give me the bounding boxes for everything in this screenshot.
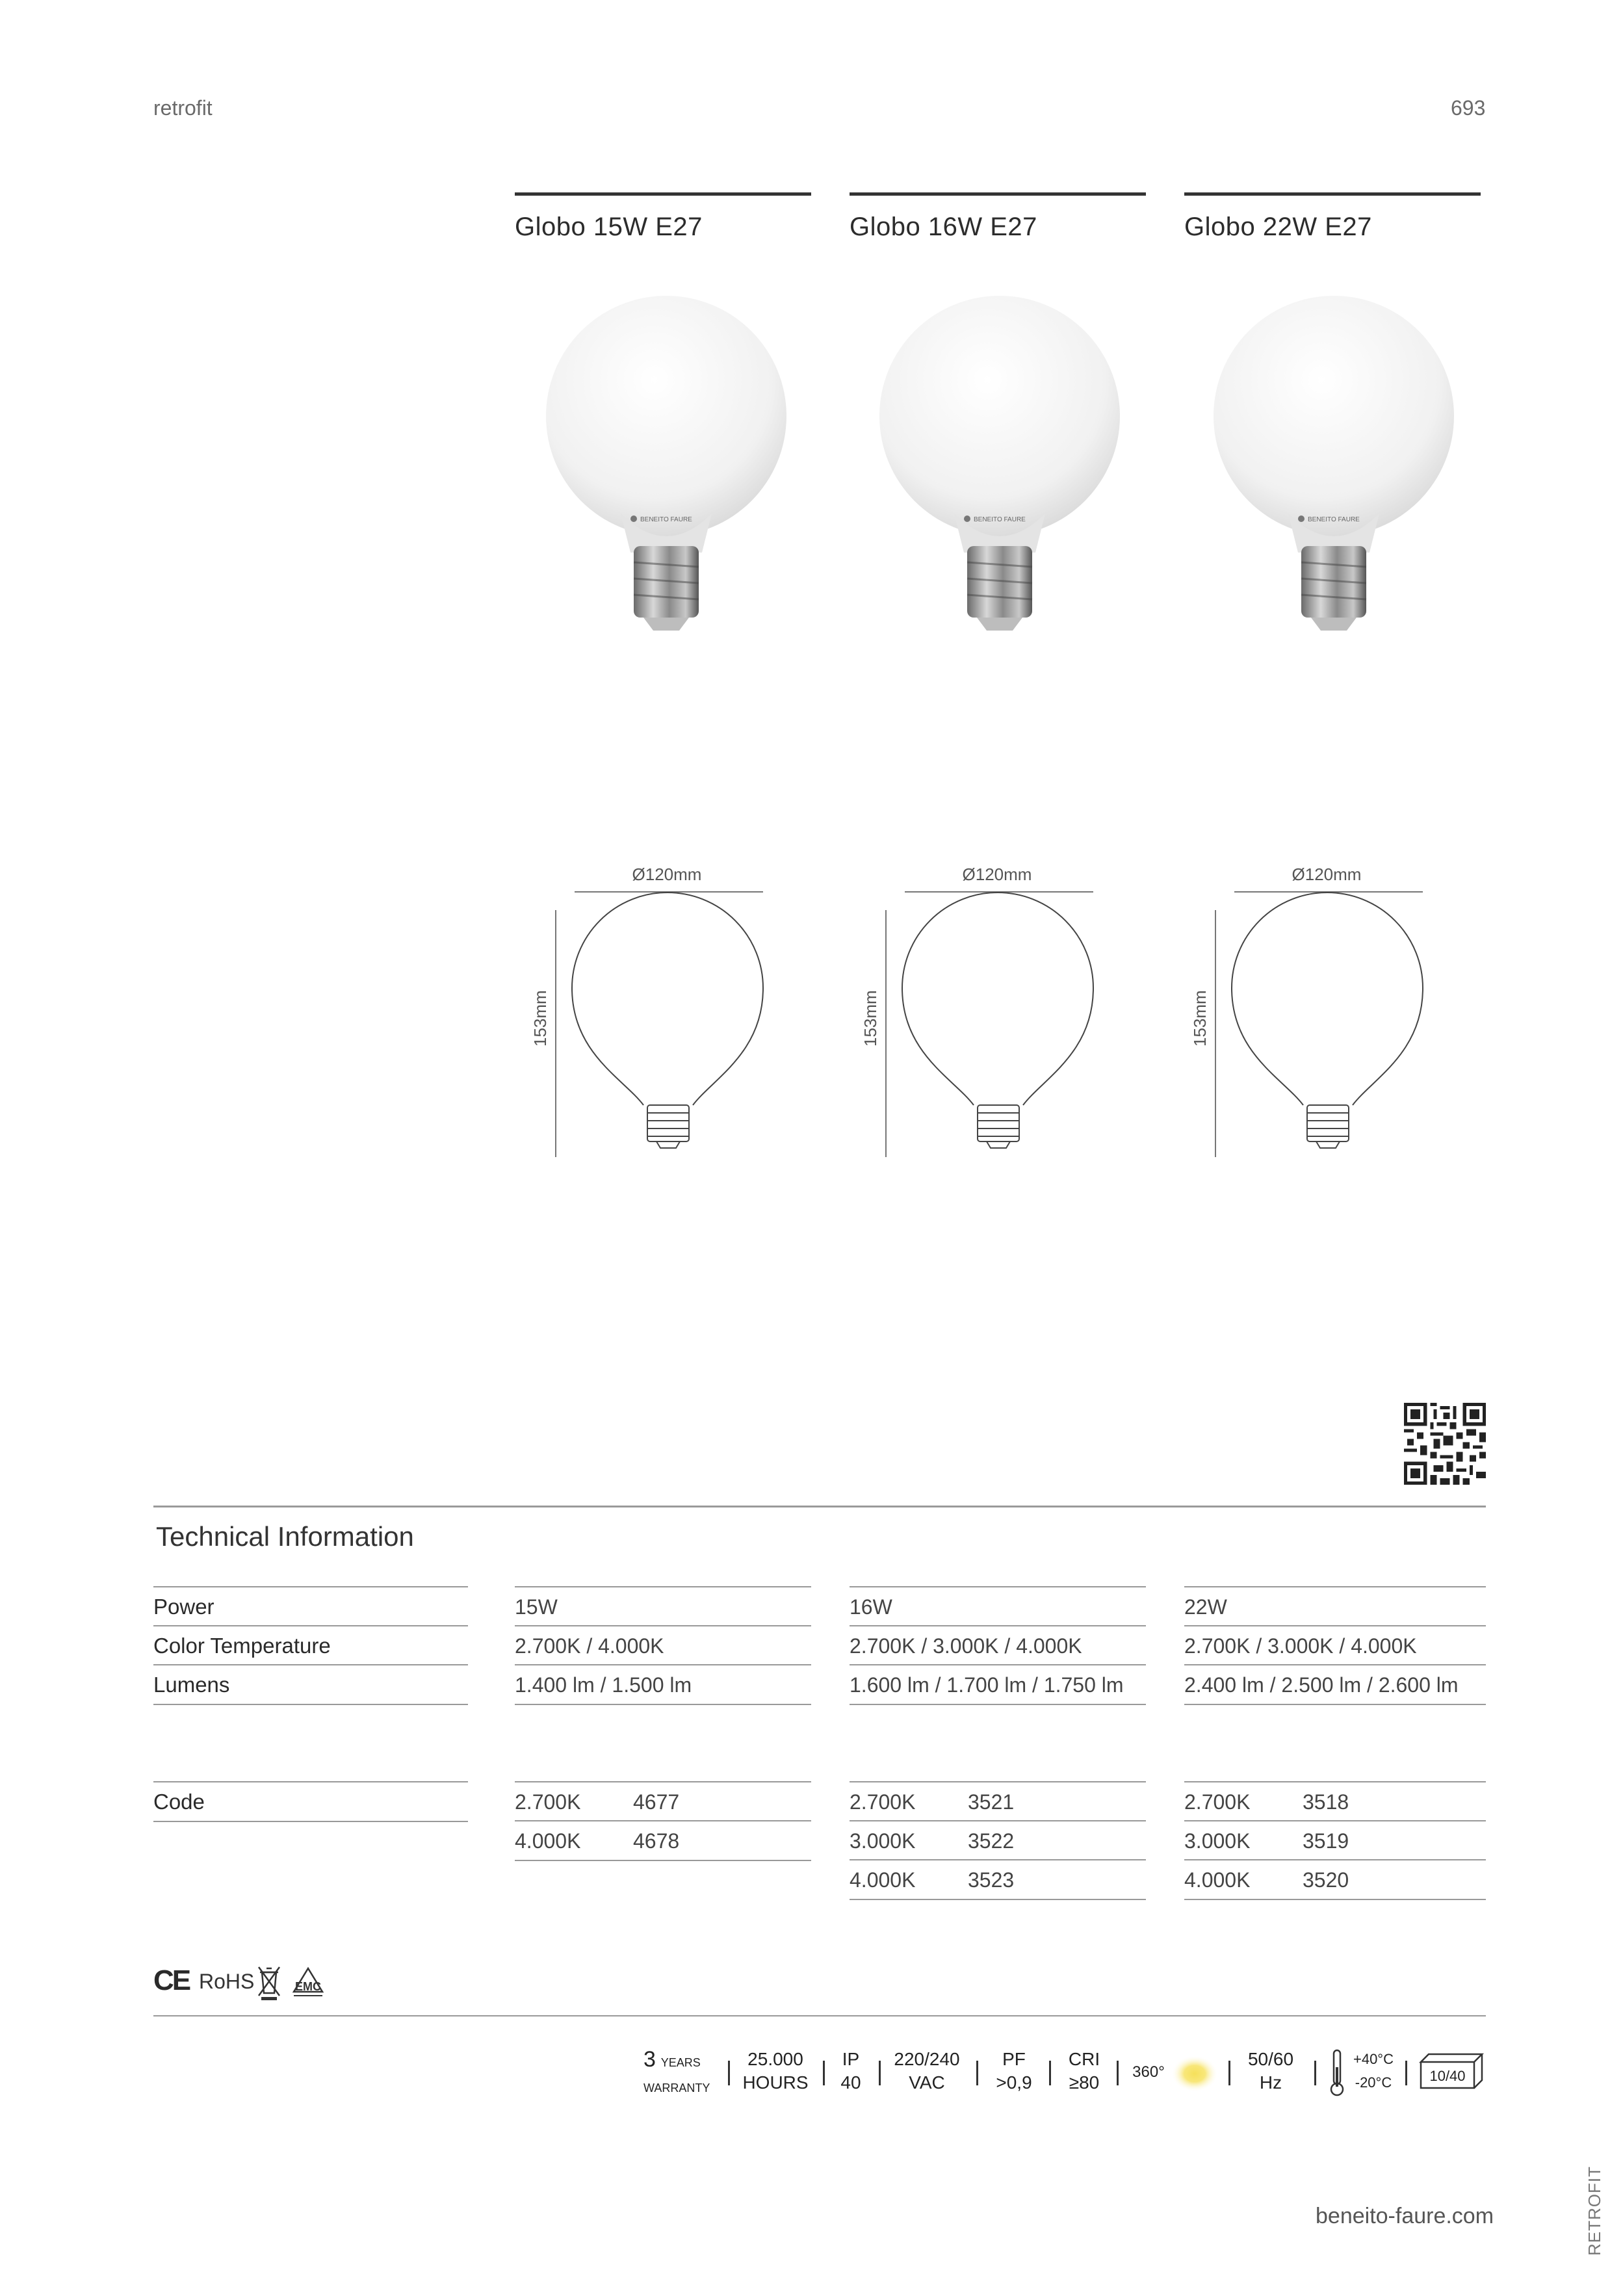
section-title: Technical Information xyxy=(156,1521,414,1552)
power-value: 15W xyxy=(515,1586,811,1626)
lumens-value: 1.600 lm / 1.700 lm / 1.750 lm xyxy=(850,1664,1146,1705)
code-number: 4678 xyxy=(633,1829,680,1853)
brand-label: BENEITO FAURE xyxy=(974,516,1026,523)
spec-separator xyxy=(823,2061,825,2085)
diameter-label: Ø120mm xyxy=(962,865,1032,884)
spec-separator xyxy=(1228,2061,1230,2085)
code-number: 3522 xyxy=(968,1829,1015,1853)
ip-value: 40 xyxy=(840,2072,861,2093)
code-temp: 3.000K xyxy=(850,1829,916,1853)
code-number: 3520 xyxy=(1303,1868,1349,1892)
warranty-years: YEARS xyxy=(660,2056,701,2069)
cri-label: CRI xyxy=(1068,2049,1100,2069)
spec-separator xyxy=(1314,2061,1316,2085)
box-quantity: 10/40 xyxy=(1429,2068,1466,2084)
spec-separator xyxy=(1405,2061,1407,2085)
power-value: 22W xyxy=(1184,1586,1486,1626)
warranty-number: 3 xyxy=(643,2047,656,2072)
bulb-photo-1 xyxy=(543,286,790,650)
frequency-label: Hz xyxy=(1259,2072,1282,2093)
code-row xyxy=(850,1859,1146,1900)
code-row xyxy=(850,1820,1146,1860)
warranty-spec xyxy=(643,2048,711,2100)
label-lumens: Lumens xyxy=(153,1664,468,1705)
code-temp: 3.000K xyxy=(1184,1829,1251,1853)
code-row xyxy=(515,1781,811,1821)
code-row xyxy=(1184,1859,1486,1900)
product-rule xyxy=(1184,192,1481,196)
temp-min: -20°C xyxy=(1355,2074,1392,2091)
bulb-drawing-1 xyxy=(520,858,793,1157)
cert-divider xyxy=(153,2015,1486,2016)
height-label: 153mm xyxy=(1190,990,1210,1047)
code-temp: 2.700K xyxy=(1184,1790,1251,1814)
pf-label: PF xyxy=(1002,2049,1026,2069)
ip-label: IP xyxy=(842,2049,860,2069)
thermometer-icon xyxy=(1329,2048,1345,2097)
lumens-value: 2.400 lm / 2.500 lm / 2.600 lm xyxy=(1184,1664,1486,1705)
product-column-3 xyxy=(1184,192,1481,242)
bulb-drawing-3 xyxy=(1180,858,1453,1157)
color-temp-value: 2.700K / 4.000K xyxy=(515,1625,811,1665)
section-divider xyxy=(153,1506,1486,1507)
voltage-label: VAC xyxy=(909,2072,945,2093)
beam-angle: 360° xyxy=(1132,2063,1165,2081)
product-rule xyxy=(850,192,1146,196)
label-power: Power xyxy=(153,1586,468,1626)
code-number: 3523 xyxy=(968,1868,1015,1892)
pf-spec xyxy=(987,2048,1041,2094)
section-label: retrofit xyxy=(153,96,213,120)
color-temp-value: 2.700K / 3.000K / 4.000K xyxy=(1184,1625,1486,1665)
spec-separator xyxy=(728,2061,730,2085)
product-column-2 xyxy=(850,192,1146,242)
color-temp-value: 2.700K / 3.000K / 4.000K xyxy=(850,1625,1146,1665)
hours-spec xyxy=(741,2048,810,2094)
code-row xyxy=(850,1781,1146,1821)
qr-code-icon[interactable] xyxy=(1404,1403,1486,1485)
brand-label: BENEITO FAURE xyxy=(640,516,692,523)
spec-separator xyxy=(879,2061,881,2085)
product-title: Globo 16W E27 xyxy=(850,213,1037,241)
frequency-spec xyxy=(1241,2048,1300,2094)
code-temp: 2.700K xyxy=(515,1790,581,1814)
light-glow-icon xyxy=(1170,2054,1219,2093)
code-number: 3521 xyxy=(968,1790,1015,1814)
rohs-label: RoHS xyxy=(199,1970,255,1993)
code-row xyxy=(1184,1781,1486,1821)
temp-max: +40°C xyxy=(1353,2051,1394,2067)
cri-value: ≥80 xyxy=(1069,2072,1100,2093)
label-code: Code xyxy=(153,1781,468,1822)
product-title: Globo 15W E27 xyxy=(515,213,703,241)
frequency-value: 50/60 xyxy=(1247,2049,1294,2069)
height-label: 153mm xyxy=(530,990,550,1047)
code-row xyxy=(515,1820,811,1861)
brand-logo-icon xyxy=(1298,515,1305,522)
code-temp: 4.000K xyxy=(850,1868,916,1892)
box-quantity-icon xyxy=(1417,2048,1486,2093)
code-number: 3518 xyxy=(1303,1790,1349,1814)
spec-separator xyxy=(976,2061,978,2085)
label-color-temperature: Color Temperature xyxy=(153,1625,468,1665)
product-rule xyxy=(515,192,811,196)
power-value: 16W xyxy=(850,1586,1146,1626)
height-label: 153mm xyxy=(861,990,880,1047)
bulb-photo-2 xyxy=(876,286,1123,650)
diameter-label: Ø120mm xyxy=(632,865,702,884)
voltage-spec xyxy=(890,2048,963,2094)
code-temp: 2.700K xyxy=(850,1790,916,1814)
svg-text:EMC: EMC xyxy=(295,1980,321,1993)
hours-value: 25.000 xyxy=(747,2049,803,2069)
code-row xyxy=(1184,1820,1486,1860)
website-link[interactable]: beneito-faure.com xyxy=(1316,2204,1494,2228)
brand-logo-icon xyxy=(964,515,970,522)
bulb-drawing-2 xyxy=(850,858,1123,1157)
warranty-label: WARRANTY xyxy=(643,2081,710,2094)
diameter-label: Ø120mm xyxy=(1292,865,1362,884)
emc-mark-icon xyxy=(290,1963,326,2002)
product-title: Globo 22W E27 xyxy=(1184,213,1372,241)
hours-label: HOURS xyxy=(742,2072,809,2093)
ip-spec xyxy=(835,2048,867,2094)
bulb-photo-3 xyxy=(1210,286,1457,650)
spec-separator xyxy=(1049,2061,1051,2085)
brand-label: BENEITO FAURE xyxy=(1308,516,1360,523)
crossed-bin-icon xyxy=(256,1963,282,2002)
code-number: 4677 xyxy=(633,1790,680,1814)
temperature-range xyxy=(1349,2048,1397,2094)
pf-value: >0,9 xyxy=(996,2072,1032,2093)
side-section-label: RETROFIT xyxy=(1585,2166,1604,2256)
ce-mark: CE xyxy=(153,1964,190,1996)
brand-logo-icon xyxy=(630,515,637,522)
spec-separator xyxy=(1117,2061,1119,2085)
cri-spec xyxy=(1059,2048,1109,2094)
code-temp: 4.000K xyxy=(1184,1868,1251,1892)
lumens-value: 1.400 lm / 1.500 lm xyxy=(515,1664,811,1705)
code-number: 3519 xyxy=(1303,1829,1349,1853)
voltage-value: 220/240 xyxy=(894,2049,960,2069)
product-column-1 xyxy=(515,192,811,242)
code-temp: 4.000K xyxy=(515,1829,581,1853)
page-number: 693 xyxy=(1451,96,1486,120)
